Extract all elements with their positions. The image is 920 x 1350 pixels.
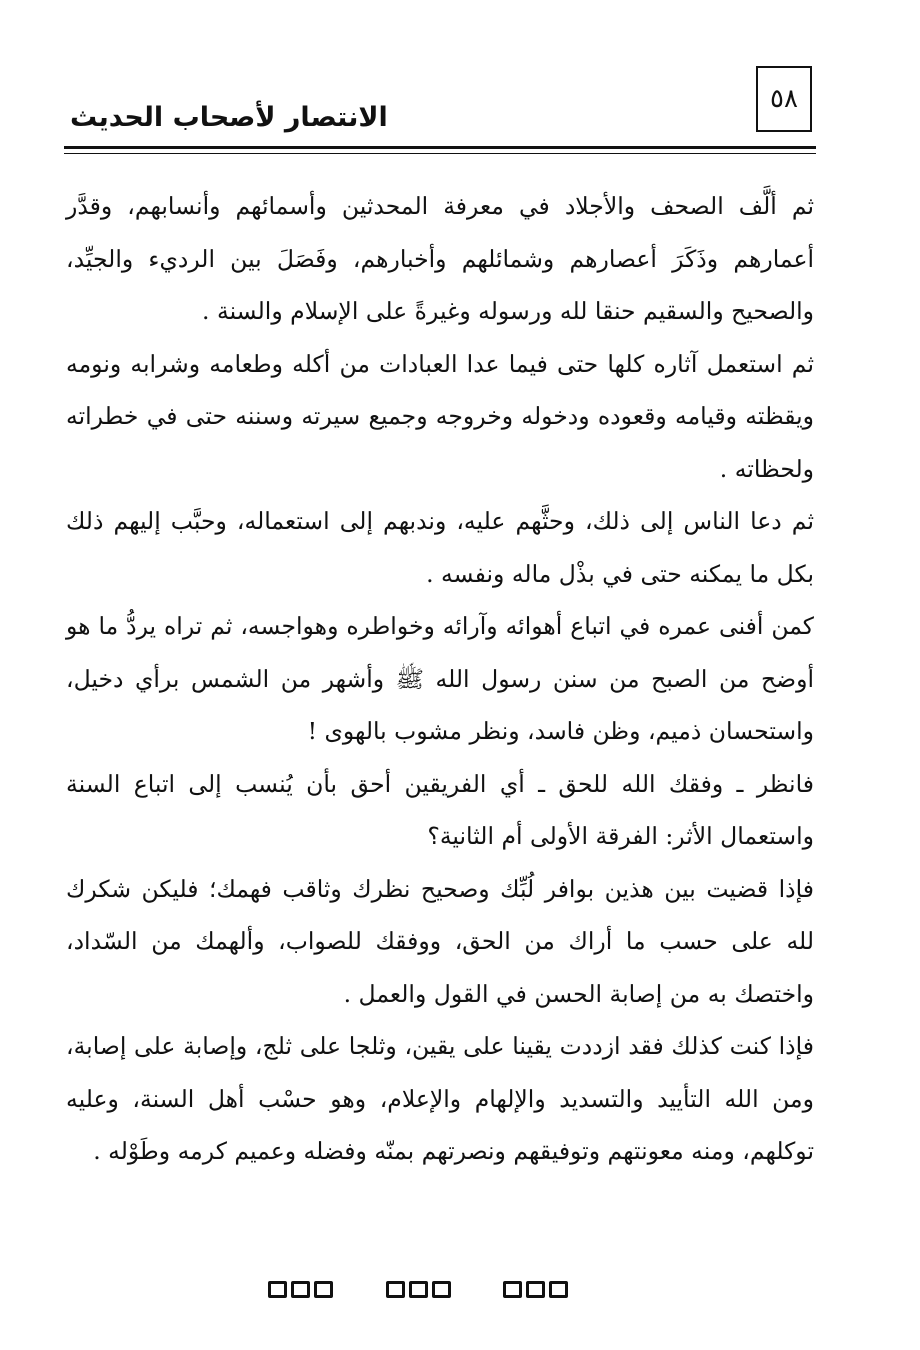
paragraph-4: كمن أفنى عمره في اتباع أهوائه وآرائه وخواطره وهواجسه، ثم تراه يردُّ ما هو أوضح من الصبح من سنن رسول الله ﷺ وأشهر من الشمس برأي دخيل، واستحسان ذميم، وظن فاسد، ونظر مشوب بالهوى !: [66, 612, 814, 745]
paragraph-2: ثم استعمل آثاره كلها حتى فيما عدا العبادات من أكله وطعامه وشرابه ونومه ويقظته وقيامه وقعوده ودخوله وخروجه وجميع سيرته وسننه حتى في خطراته ولحظاته .: [66, 349, 814, 483]
ornament-box: [549, 1281, 568, 1298]
paragraph-5: فانظر ـ وفقك الله للحق ـ أي الفريقين أحق بأن يُنسب إلى اتباع السنة واستعمال الأثر: الفرقة الأولى أم الثانية؟: [66, 769, 814, 850]
ornament-box: [268, 1281, 287, 1298]
header-rule-thick: [64, 146, 816, 149]
ornament-box: [432, 1281, 451, 1298]
footer-ornament: [268, 1274, 568, 1304]
paragraph-7: فإذا كنت كذلك فقد ازددت يقينا على يقين، وثلجا على ثلج، وإصابة على إصابة، ومن الله التأييد والتسديد والإلهام والإعلام، وهو حسْب أهل السنة، وعليه توكلهم، ومنه معونتهم وتوفيقهم ونصرتهم بمنّه وفضله وعميم كرمه وطَوْله .: [66, 1032, 814, 1165]
running-title: الانتصار لأصحاب الحديث: [70, 102, 388, 133]
body-text: [66, 180, 814, 1178]
page-number: ٥٨: [756, 66, 812, 132]
ornament-group-center: [386, 1281, 451, 1298]
ornament-box: [386, 1281, 405, 1298]
header-rule-thin: [64, 153, 816, 154]
page-header: [64, 66, 818, 146]
paragraph-6: فإذا قضيت بين هذين بوافر لُبِّك وصحيح نظرك وثاقب فهمك؛ فليكن شكرك لله على حسب ما أراك من الحق، ووفقك للصواب، وألهمك من السّداد، واختصك به من إصابة الحسن في القول والعمل .: [66, 874, 814, 1008]
ornament-box: [314, 1281, 333, 1298]
paragraph-1: ثم ألَّف الصحف والأجلاد في معرفة المحدثين وأسمائهم وأنسابهم، وقدَّر أعمارهم وذَكَرَ أعصارهم وشمائلهم وأخبارهم، وفَصَلَ بين الرديء والجيِّد، والصحيح والسقيم حنقا لله ورسوله وغيرةً على الإسلام والسنة .: [66, 192, 814, 325]
ornament-group-right: [503, 1281, 568, 1298]
ornament-box: [291, 1281, 310, 1298]
ornament-box: [409, 1281, 428, 1298]
ornament-box: [503, 1281, 522, 1298]
ornament-box: [526, 1281, 545, 1298]
ornament-group-left: [268, 1281, 333, 1298]
paragraph-3: ثم دعا الناس إلى ذلك، وحثَّهم عليه، وندبهم إلى استعماله، وحبَّب إليهم ذلك بكل ما يمكنه حتى في بذْل ماله ونفسه .: [66, 507, 814, 588]
